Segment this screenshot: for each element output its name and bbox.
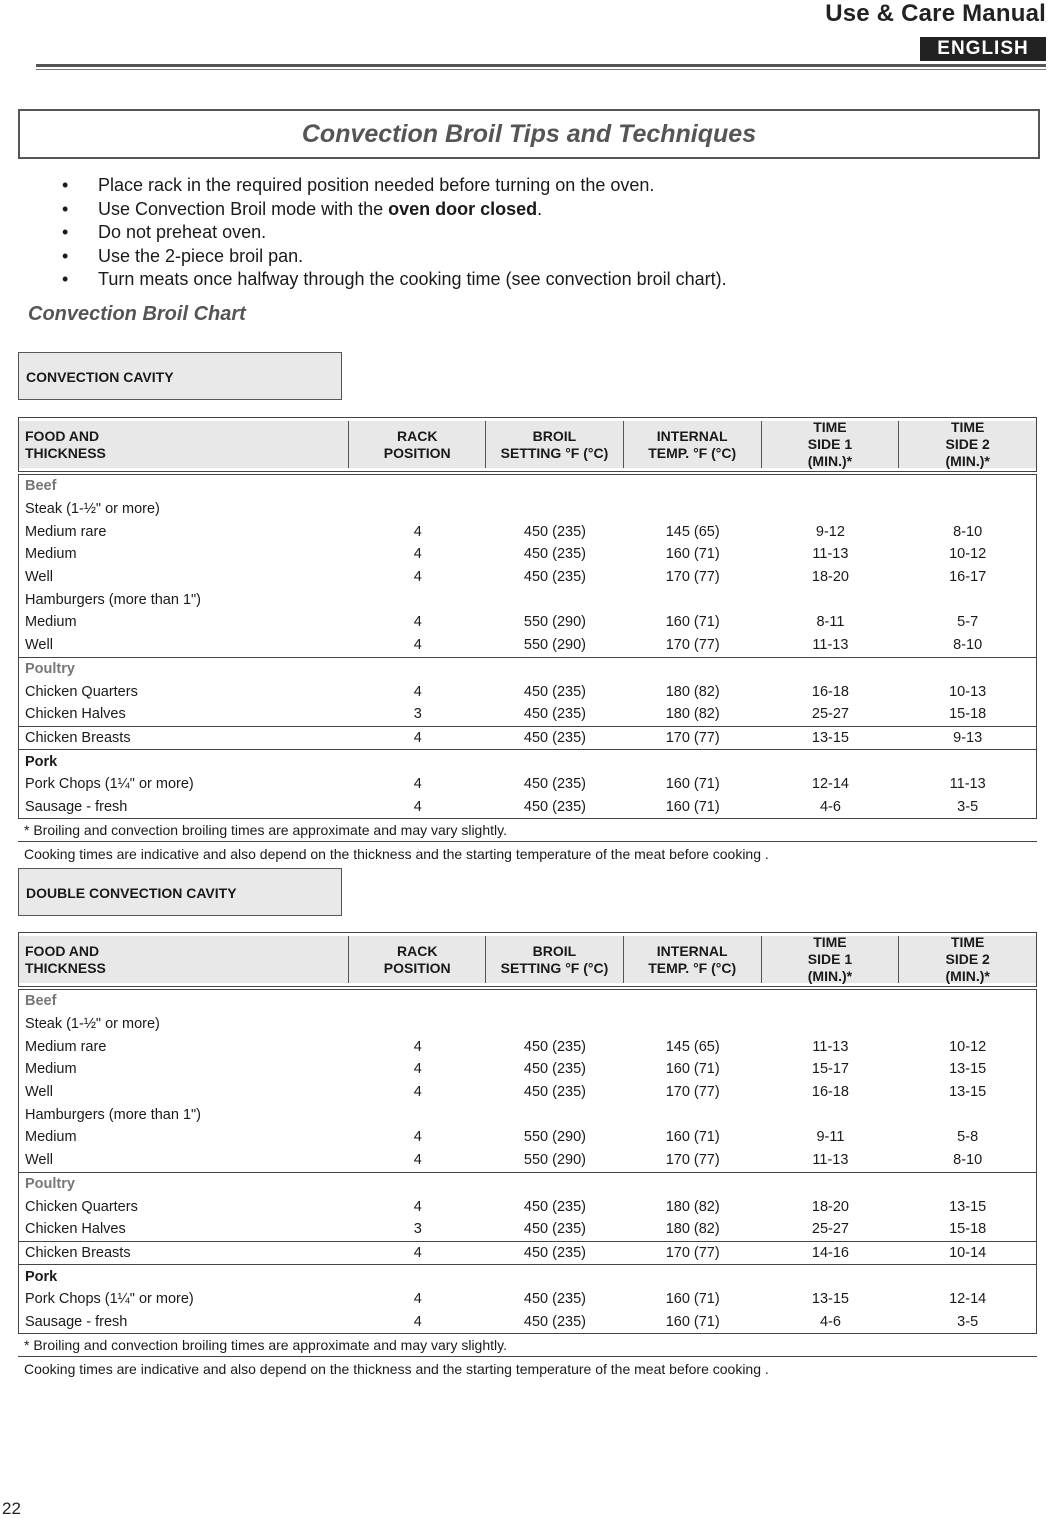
table-header: [18, 417, 1037, 472]
cell-side1: 25-27: [811, 1221, 849, 1238]
cell-side2: 9-13: [953, 729, 983, 746]
cell-rack: 4: [413, 569, 422, 586]
column-header-side2: TIME SIDE 2 (MIN.)*: [899, 936, 1036, 983]
cell-rack: 4: [413, 683, 422, 700]
cell-broil: 450 (235): [523, 569, 586, 586]
cell-food: Sausage - fresh: [25, 1313, 128, 1330]
cell-food: Medium: [25, 614, 77, 631]
table-row: [19, 727, 1036, 750]
chart-title: Convection Broil Chart: [28, 303, 246, 325]
tip-text: Do not preheat oven.: [98, 222, 267, 242]
cell-side2: 15-18: [949, 1221, 987, 1238]
column-header-side1: TIME SIDE 1 (MIN.)*: [762, 936, 900, 983]
cell-rack: 3: [413, 1221, 422, 1238]
tip-item: [58, 198, 727, 222]
cooking-note: Cooking times are indicative and also depend on the thickness and the starting temperature of the meat before cooking .: [24, 1361, 769, 1378]
table-row: [19, 566, 1036, 589]
table-row: [19, 611, 1036, 634]
cell-rack: 4: [413, 1291, 422, 1308]
cell-broil: 450 (235): [523, 1291, 586, 1308]
cell-side2: 16-17: [949, 569, 987, 586]
table-row: [19, 680, 1036, 703]
group-label: Poultry: [25, 660, 75, 677]
manual-title: Use & Care Manual: [825, 0, 1046, 27]
table-body: [18, 474, 1037, 819]
bullet-icon: •: [62, 222, 69, 242]
table-row: [19, 703, 1036, 726]
broil-table: [18, 417, 1037, 866]
cell-broil: 450 (235): [523, 683, 586, 700]
cell-side2: 10-12: [949, 1038, 987, 1055]
cell-broil: 450 (235): [523, 1038, 586, 1055]
tip-item: [58, 174, 727, 198]
table-row: [19, 1103, 1036, 1126]
cell-internal: 170 (77): [665, 1244, 720, 1261]
cell-food: Chicken Quarters: [25, 1198, 138, 1215]
cell-broil: 450 (235): [523, 1061, 586, 1078]
food-group: [19, 1242, 1036, 1266]
table-row: [19, 520, 1036, 543]
food-group: [19, 727, 1036, 751]
cell-internal: 180 (82): [665, 1198, 720, 1215]
cell-food: Medium rare: [25, 523, 107, 540]
cell-internal: 160 (71): [665, 614, 720, 631]
cell-broil: 450 (235): [523, 1244, 586, 1261]
cell-rack: 4: [413, 1084, 422, 1101]
cell-broil: 450 (235): [523, 546, 586, 563]
cell-food: Medium: [25, 1061, 77, 1078]
bullet-icon: •: [62, 245, 69, 266]
cell-rack: 4: [413, 523, 422, 540]
cell-internal: 170 (77): [665, 729, 720, 746]
cell-internal: 145 (65): [665, 523, 720, 540]
table-row: [19, 773, 1036, 796]
food-group: [19, 750, 1036, 818]
cell-food: Chicken Breasts: [25, 1244, 131, 1261]
cell-food: Pork Chops (1¼" or more): [25, 1291, 194, 1308]
table-row: [19, 1149, 1036, 1172]
group-label: Beef: [25, 993, 57, 1010]
cell-side1: 12-14: [811, 776, 849, 793]
tips-list: [58, 174, 727, 292]
column-header-side2: TIME SIDE 2 (MIN.)*: [899, 421, 1036, 468]
cell-internal: 160 (71): [665, 546, 720, 563]
bullet-icon: •: [62, 198, 69, 219]
cavity-label: DOUBLE CONVECTION CAVITY: [18, 868, 342, 916]
table-row: [19, 588, 1036, 611]
group-label: Beef: [25, 478, 57, 495]
column-header-rack: RACK POSITION: [349, 421, 486, 468]
cell-food: Pork Chops (1¼" or more): [25, 776, 194, 793]
cell-food: Hamburgers (more than 1"): [25, 1106, 201, 1123]
cell-side2: 13-15: [949, 1198, 987, 1215]
cell-side1: 16-18: [811, 683, 849, 700]
column-header-broil: BROIL SETTING °F (°C): [486, 936, 624, 983]
cell-side2: 11-13: [949, 776, 986, 793]
table-row: [19, 1311, 1036, 1334]
cell-food: Medium rare: [25, 1038, 107, 1055]
cell-rack: 4: [413, 1313, 422, 1330]
cell-internal: 160 (71): [665, 1061, 720, 1078]
column-header-internal: INTERNAL TEMP. °F (°C): [624, 936, 762, 983]
cell-side2: 8-10: [953, 1152, 983, 1169]
column-header-food: FOOD AND THICKNESS: [19, 421, 349, 468]
cell-side1: 14-16: [811, 1244, 849, 1261]
cell-internal: 145 (65): [665, 1038, 720, 1055]
cell-side2: 5-7: [957, 614, 979, 631]
cell-broil: 450 (235): [523, 776, 586, 793]
cell-side2: 12-14: [949, 1291, 987, 1308]
cell-side1: 4-6: [819, 798, 841, 815]
cell-rack: 4: [413, 1244, 422, 1261]
footnote: * Broiling and convection broiling times are approximate and may vary slightly.: [18, 819, 1037, 842]
tip-text: Turn meats once halfway through the cooking time (see convection broil chart).: [98, 269, 727, 289]
cell-side1: 18-20: [811, 569, 849, 586]
cell-side1: 4-6: [819, 1313, 841, 1330]
table-row: [19, 1126, 1036, 1149]
cell-broil: 550 (290): [523, 1152, 586, 1169]
table-body: [18, 989, 1037, 1334]
column-header-food: FOOD AND THICKNESS: [19, 936, 349, 983]
food-group: [19, 475, 1036, 658]
cell-broil: 450 (235): [523, 1198, 586, 1215]
tip-suffix: .: [537, 198, 543, 219]
cell-broil: 450 (235): [523, 1084, 586, 1101]
cell-rack: 4: [413, 614, 422, 631]
cell-internal: 160 (71): [665, 1129, 720, 1146]
table-row: [19, 498, 1036, 521]
cell-side2: 15-18: [949, 706, 987, 723]
language-badge: ENGLISH: [920, 37, 1046, 61]
cell-side1: 11-13: [812, 1038, 849, 1055]
cell-side1: 13-15: [811, 1291, 849, 1308]
cell-rack: 3: [413, 706, 422, 723]
group-label: Poultry: [25, 1175, 75, 1192]
header-rule-thin: [36, 69, 1046, 70]
cell-food: Hamburgers (more than 1"): [25, 591, 201, 608]
food-group: [19, 1265, 1036, 1333]
cell-internal: 180 (82): [665, 683, 720, 700]
cell-side2: 8-10: [953, 523, 983, 540]
cell-rack: 4: [413, 1061, 422, 1078]
cell-rack: 4: [413, 1152, 422, 1169]
cell-internal: 160 (71): [665, 1313, 720, 1330]
table-row: [19, 1242, 1036, 1265]
food-group: [19, 990, 1036, 1173]
cell-side1: 9-11: [816, 1129, 845, 1146]
header-rule: [36, 64, 1046, 67]
footnote: * Broiling and convection broiling times are approximate and may vary slightly.: [18, 1334, 1037, 1357]
cell-food: Chicken Quarters: [25, 683, 138, 700]
cell-internal: 180 (82): [665, 706, 720, 723]
cell-side2: 3-5: [957, 1313, 979, 1330]
cell-rack: 4: [413, 546, 422, 563]
cell-side2: 5-8: [957, 1129, 979, 1146]
table-row: [19, 1218, 1036, 1241]
group-label: Pork: [25, 753, 58, 770]
table-row: [19, 1058, 1036, 1081]
cell-rack: 4: [413, 798, 422, 815]
table-row: [19, 1288, 1036, 1311]
cell-broil: 450 (235): [523, 706, 586, 723]
cell-side1: 15-17: [811, 1061, 849, 1078]
cell-side1: 16-18: [811, 1084, 849, 1101]
cell-side2: 13-15: [949, 1084, 987, 1101]
cell-internal: 160 (71): [665, 798, 720, 815]
cell-side2: 10-12: [949, 546, 987, 563]
column-header-broil: BROIL SETTING °F (°C): [486, 421, 624, 468]
food-group: [19, 1173, 1036, 1242]
cavity-label: CONVECTION CAVITY: [18, 352, 342, 400]
cell-broil: 450 (235): [523, 1313, 586, 1330]
bullet-icon: •: [62, 269, 69, 289]
cell-side1: 9-12: [815, 523, 845, 540]
tip-item: [58, 221, 727, 245]
group-label: Pork: [25, 1268, 58, 1285]
cell-food: Medium: [25, 1129, 77, 1146]
cell-food: Chicken Halves: [25, 706, 126, 723]
table-row: [19, 796, 1036, 819]
cell-side1: 25-27: [811, 706, 849, 723]
cell-internal: 170 (77): [665, 637, 720, 654]
cell-side1: 13-15: [811, 729, 849, 746]
cell-food: Well: [25, 569, 53, 586]
cell-side2: 10-13: [949, 683, 987, 700]
table-row: [19, 634, 1036, 657]
page-number: 22: [2, 1499, 21, 1518]
cell-food: Medium: [25, 546, 77, 563]
cell-food: Steak (1-½" or more): [25, 501, 160, 518]
cell-internal: 170 (77): [665, 1084, 720, 1101]
table-row: [19, 1013, 1036, 1036]
cell-food: Well: [25, 1152, 53, 1169]
cell-broil: 550 (290): [523, 614, 586, 631]
food-group: [19, 658, 1036, 727]
cell-food: Sausage - fresh: [25, 798, 128, 815]
cell-food: Steak (1-½" or more): [25, 1016, 160, 1033]
cell-side2: 13-15: [949, 1061, 987, 1078]
cell-side1: 18-20: [811, 1198, 849, 1215]
broil-table: [18, 932, 1037, 1381]
cell-internal: 160 (71): [665, 1291, 720, 1308]
column-header-rack: RACK POSITION: [349, 936, 486, 983]
cell-food: Well: [25, 637, 53, 654]
cell-side2: 3-5: [957, 798, 979, 815]
table-row: [19, 1035, 1036, 1058]
cell-rack: 4: [413, 1129, 422, 1146]
cell-rack: 4: [413, 1038, 422, 1055]
bullet-icon: •: [62, 175, 69, 195]
cell-broil: 450 (235): [523, 729, 586, 746]
cell-internal: 170 (77): [665, 569, 720, 586]
tip-text: Use Convection Broil mode with the: [98, 198, 389, 219]
cell-rack: 4: [413, 1198, 422, 1215]
cell-broil: 550 (290): [523, 637, 586, 654]
cell-broil: 550 (290): [523, 1129, 586, 1146]
table-header: [18, 932, 1037, 987]
column-header-side1: TIME SIDE 1 (MIN.)*: [762, 421, 900, 468]
tip-text: Place rack in the required position needed before turning on the oven.: [98, 175, 655, 195]
section-title: Convection Broil Tips and Techniques: [18, 109, 1040, 159]
cell-internal: 180 (82): [665, 1221, 720, 1238]
table-row: [19, 1195, 1036, 1218]
cell-side2: 8-10: [953, 637, 983, 654]
tip-item: [58, 268, 727, 292]
cell-side1: 11-13: [812, 546, 849, 563]
cell-food: Chicken Breasts: [25, 729, 131, 746]
cell-side2: 10-14: [949, 1244, 987, 1261]
cell-side1: 11-13: [812, 1152, 849, 1169]
cell-internal: 170 (77): [665, 1152, 720, 1169]
cell-rack: 4: [413, 637, 422, 654]
cell-rack: 4: [413, 729, 422, 746]
cell-broil: 450 (235): [523, 798, 586, 815]
cell-food: Chicken Halves: [25, 1221, 126, 1238]
cell-rack: 4: [413, 776, 422, 793]
table-row: [19, 543, 1036, 566]
table-row: [19, 1081, 1036, 1104]
tip-item: [58, 245, 727, 269]
cell-broil: 450 (235): [523, 523, 586, 540]
tip-text: Use the 2-piece broil pan.: [98, 245, 304, 266]
cell-food: Well: [25, 1084, 53, 1101]
column-header-internal: INTERNAL TEMP. °F (°C): [624, 421, 762, 468]
cooking-note: Cooking times are indicative and also depend on the thickness and the starting temperature of the meat before cooking .: [24, 846, 769, 863]
cell-internal: 160 (71): [665, 776, 720, 793]
cell-side1: 8-11: [816, 614, 845, 631]
cell-side1: 11-13: [812, 637, 849, 654]
tip-emphasis: oven door closed: [388, 198, 538, 219]
cell-broil: 450 (235): [523, 1221, 586, 1238]
